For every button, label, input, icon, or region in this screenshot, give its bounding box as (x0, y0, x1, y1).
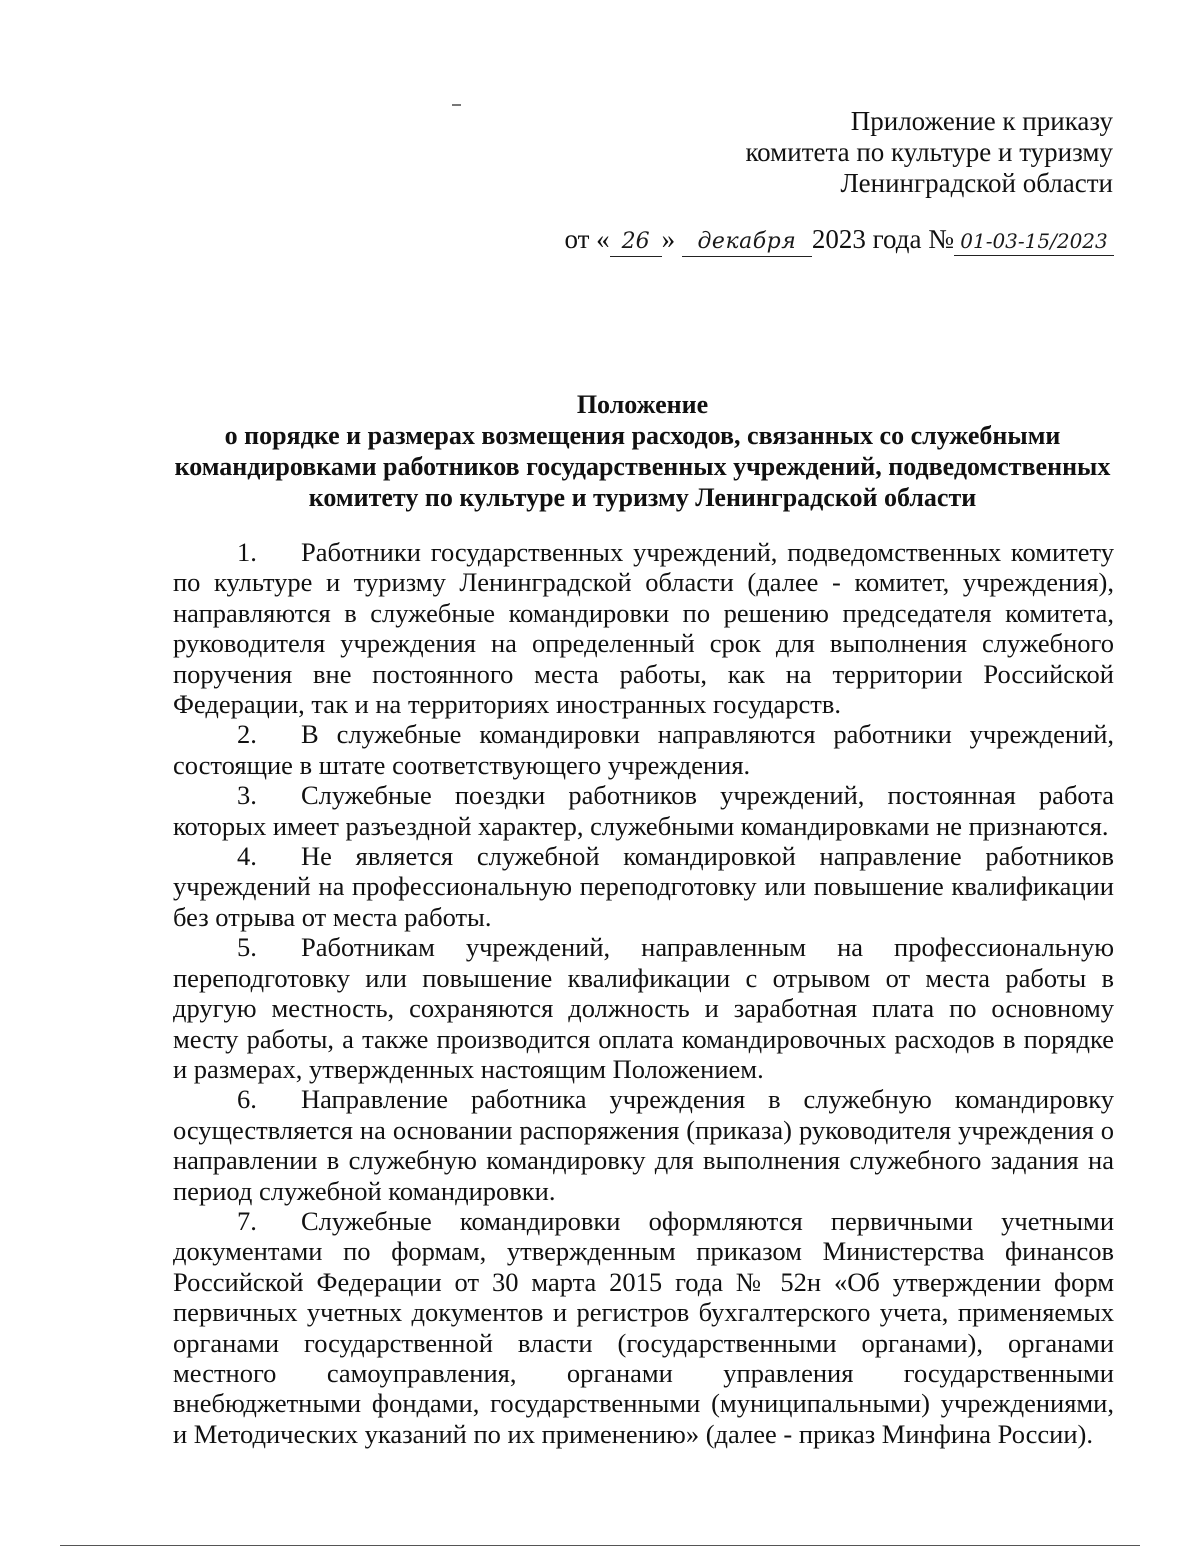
paragraph-text: Служебные командировки оформляются первичными учетными документами по формам, утвержденным приказом Министерства финансов Российской Федерации от 30 марта 2015 года № 52н «Об утверждении форм первичных учетных документов и регистров бухгалтерского учета, применяемых органами государственной власти (государственными органами), органами местного самоуправления, органами управления государственными внебюджетными фондами, государственными (муниципальными) учреждениями, и Методических указаний по их применению» (далее - приказ Минфина России). (173, 1205, 1114, 1449)
paragraph-text: Не является служебной командировкой направление работников учреждений на профессиональную переподготовку или повышение квалификации без отрыва от места работы. (173, 841, 1114, 932)
title-heading: Положение (576, 390, 709, 419)
paragraph-number: 3. (237, 780, 257, 811)
paragraph-3 (173, 780, 1114, 841)
paragraph-text: Работникам учреждений, направленным на профессиональную переподготовку или повышение квалификации с отрывом от места работы в другую местность, сохраняются должность и заработная плата по основному месту работы, а также производится оплата командировочных расходов в порядке и размерах, утвержденных настоящим Положением. (173, 932, 1114, 1084)
appendix-line-3: Ленинградской области (840, 168, 1113, 198)
paragraph-number: 1. (237, 537, 257, 567)
paragraph-number: 4. (237, 841, 257, 872)
paragraph-2 (173, 719, 1114, 780)
paragraph-1 (173, 537, 1114, 719)
order-prefix: от « (564, 224, 610, 254)
paragraph-6 (173, 1084, 1114, 1206)
paragraph-number: 5. (237, 932, 257, 963)
document-title (150, 389, 1135, 513)
appendix-line-1: Приложение к приказу (850, 106, 1113, 136)
bottom-rule (60, 1545, 1140, 1546)
paragraph-text: Направление работника учреждения в служебную командировку осуществляется на основании распоряжения (приказа) руководителя учреждения о направлении в служебную командировку для выполнения служебного задания на период служебной командировки. (173, 1084, 1114, 1206)
paragraph-number: 2. (237, 719, 257, 750)
paragraph-text: Работники государственных учреждений, подведомственных комитету по культуре и туризму Ленинградской области (далее - комитет, учреждения), направляются в служебные командировки по решению председателя комитета, руководителя учреждения на определенный срок для выполнения служебного поручения вне постоянного места работы, как на территории Российской Федерации, так и на территориях иностранных государств. (173, 537, 1114, 720)
order-mid: » (661, 224, 676, 254)
paragraph-text: Служебные поездки работников учреждений, постоянная работа которых имеет разъездной характер, служебными командировками не признаются. (173, 780, 1114, 841)
paragraph-text: В служебные командировки направляются работники учреждений, состоящие в штате соответствующего учреждения. (173, 719, 1114, 780)
appendix-line-2: комитета по культуре и туризму (745, 137, 1113, 167)
order-number-handwritten: 01-03-15/2023 (954, 227, 1114, 256)
paragraph-number: 6. (237, 1084, 257, 1115)
paragraph-5 (173, 932, 1114, 1084)
title-line-3: комитету по культуре и туризму Ленинградской области (308, 483, 977, 512)
title-line-1: о порядке и размерах возмещения расходов, связанных со служебными (224, 421, 1061, 450)
order-month-handwritten: декабря (682, 228, 812, 257)
appendix-header (745, 106, 1113, 199)
order-day-handwritten: 26 (610, 228, 662, 257)
paragraph-number: 7. (237, 1205, 257, 1236)
title-line-2: командировками работников государственных учреждений, подведомственных (174, 452, 1111, 481)
document-body (173, 537, 1114, 1449)
scan-speck (452, 104, 461, 106)
order-year-text: 2023 года № (811, 224, 954, 254)
order-date-number (564, 222, 1114, 257)
paragraph-7 (173, 1206, 1114, 1449)
paragraph-4 (173, 841, 1114, 932)
